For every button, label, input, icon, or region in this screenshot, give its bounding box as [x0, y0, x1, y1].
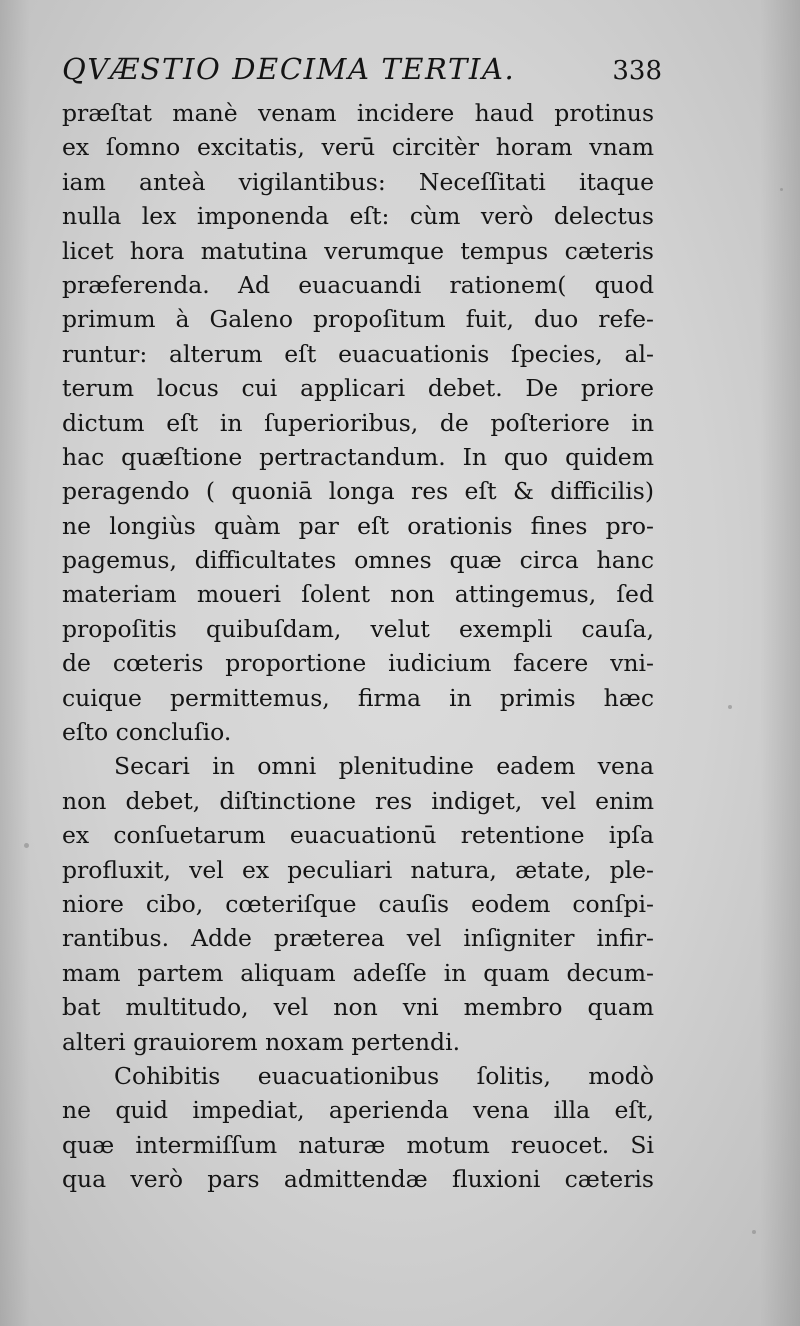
text-line: ex ſomno excitatis, verū circitèr horam vnam	[62, 133, 654, 162]
text-line: niore cibo, cœteriſque cauſis eodem conſpi-	[62, 889, 654, 918]
text-line: cuique permittemus, firma in primis hæc	[62, 683, 654, 712]
text-line: dictum eſt in ſuperioribus, de poſteriore in	[62, 408, 654, 437]
paragraph-end-line: alteri grauiorem noxam pertendi.	[62, 1027, 461, 1056]
text-line: hac quæſtione pertractandum. In quo quidem	[62, 442, 654, 471]
paper-speck	[752, 1230, 756, 1234]
paper-speck	[24, 843, 29, 848]
text-line: bat multitudo, vel non vni membro quam	[62, 993, 654, 1022]
text-line: mam partem aliquam adeſſe in quam decum-	[62, 958, 654, 987]
text-line: iam anteà vigilantibus: Neceſſitati itaque	[62, 167, 654, 196]
text-line: de cœteris proportione iudicium facere vni-	[62, 649, 654, 678]
text-line: ne quid impediat, aperienda vena illa eſt,	[62, 1096, 654, 1125]
text-line: primum à Galeno propoſitum fuit, duo refe-	[62, 305, 654, 334]
text-line: licet hora matutina verumque tempus cæteris	[62, 236, 654, 265]
paragraph-start-line: Cohibitis euacuationibus ſolitis, modò	[114, 1061, 654, 1090]
text-line: quæ intermiſſum naturæ motum reuocet. Si	[62, 1130, 654, 1159]
page-number: 338	[612, 56, 662, 86]
text-line: propoſitis quibuſdam, velut exempli cauſa,	[62, 614, 654, 643]
text-line: profluxit, vel ex peculiari natura, ætate, ple-	[62, 855, 654, 884]
paper-speck	[780, 188, 783, 191]
text-line: ne longiùs quàm par eſt orationis fines pro-	[62, 511, 654, 540]
body-text	[62, 96, 654, 1197]
right-page-shadow	[760, 0, 800, 1326]
text-line: præferenda. Ad euacuandi rationem( quod	[62, 270, 654, 299]
text-line: non debet, diſtinctione res indiget, vel enim	[62, 786, 654, 815]
left-page-shadow	[0, 0, 30, 1326]
text-line: qua verò pars admittendæ fluxioni cæteris	[62, 1165, 654, 1194]
paragraph-end-line: eſto concluſio.	[62, 718, 232, 747]
text-line: pagemus, difficultates omnes quæ circa hanc	[62, 546, 654, 575]
running-head: QVÆSTIO DECIMA TERTIA.	[62, 52, 516, 86]
text-line: materiam moueri ſolent non attingemus, ſed	[62, 580, 654, 609]
text-line: terum locus cui applicari debet. De priore	[62, 374, 654, 403]
paragraph-start-line: Secari in omni plenitudine eadem vena	[114, 752, 654, 781]
text-line: runtur: alterum eſt euacuationis ſpecies, al-	[62, 339, 654, 368]
text-line: nulla lex imponenda eſt: cùm verò delectus	[62, 202, 654, 231]
text-line: præſtat manè venam incidere haud protinus	[62, 99, 654, 127]
text-line: ex conſuetarum euacuationū retentione ipſa	[62, 821, 654, 850]
text-line: peragendo ( quoniā longa res eſt & difficilis)	[62, 477, 654, 506]
text-line: rantibus. Adde præterea vel inſigniter infir-	[62, 924, 654, 953]
page-header	[62, 52, 662, 92]
paper-speck	[728, 705, 732, 709]
